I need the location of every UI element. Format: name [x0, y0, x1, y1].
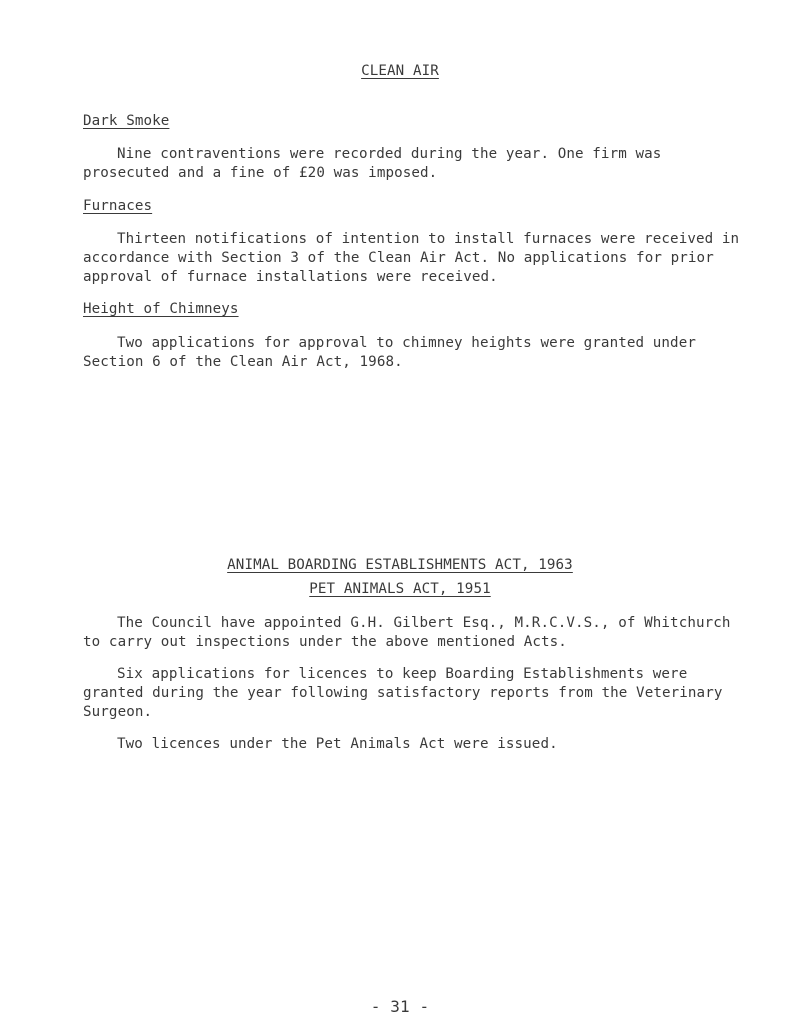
pet-animals-act-heading: PET ANIMALS ACT, 1951 [309, 581, 491, 597]
paragraph-line: The Council have appointed G.H. Gilbert Esq., M.R.C.V.S., of Whitchurch [117, 615, 731, 631]
paragraph-line: granted during the year following satisfactory reports from the Veterinary [83, 685, 723, 701]
chimneys-paragraph [83, 334, 763, 372]
page-number: - 31 - [370, 997, 430, 1016]
dark-smoke-paragraph [83, 145, 763, 183]
paragraph-line: Surgeon. [83, 704, 153, 720]
paragraph-line: prosecuted and a fine of £20 was imposed. [83, 165, 438, 181]
paragraph-line: Two licences under the Pet Animals Act were issued. [117, 736, 558, 752]
pet-licences-paragraph [83, 735, 763, 754]
page-title: CLEAN AIR [361, 63, 439, 79]
furnaces-paragraph [83, 230, 763, 287]
dark-smoke-heading: Dark Smoke [83, 113, 170, 129]
veterinary-appointment-paragraph [83, 614, 763, 652]
chimneys-heading: Height of Chimneys [83, 301, 239, 317]
furnaces-heading: Furnaces [83, 198, 153, 214]
paragraph-line: Nine contraventions were recorded during the year. One firm was [117, 146, 662, 162]
paragraph-line: accordance with Section 3 of the Clean Air Act. No applications for prior [83, 250, 714, 266]
paragraph-line: Six applications for licences to keep Boarding Establishments were [117, 666, 688, 682]
boarding-licences-paragraph [83, 665, 763, 722]
paragraph-line: Section 6 of the Clean Air Act, 1968. [83, 354, 403, 370]
paragraph-line: to carry out inspections under the above mentioned Acts. [83, 634, 567, 650]
paragraph-line: Thirteen notifications of intention to install furnaces were received in [117, 231, 740, 247]
animal-boarding-act-heading: ANIMAL BOARDING ESTABLISHMENTS ACT, 1963 [227, 557, 573, 573]
paragraph-line: Two applications for approval to chimney heights were granted under [117, 335, 696, 351]
paragraph-line: approval of furnace installations were received. [83, 269, 498, 285]
